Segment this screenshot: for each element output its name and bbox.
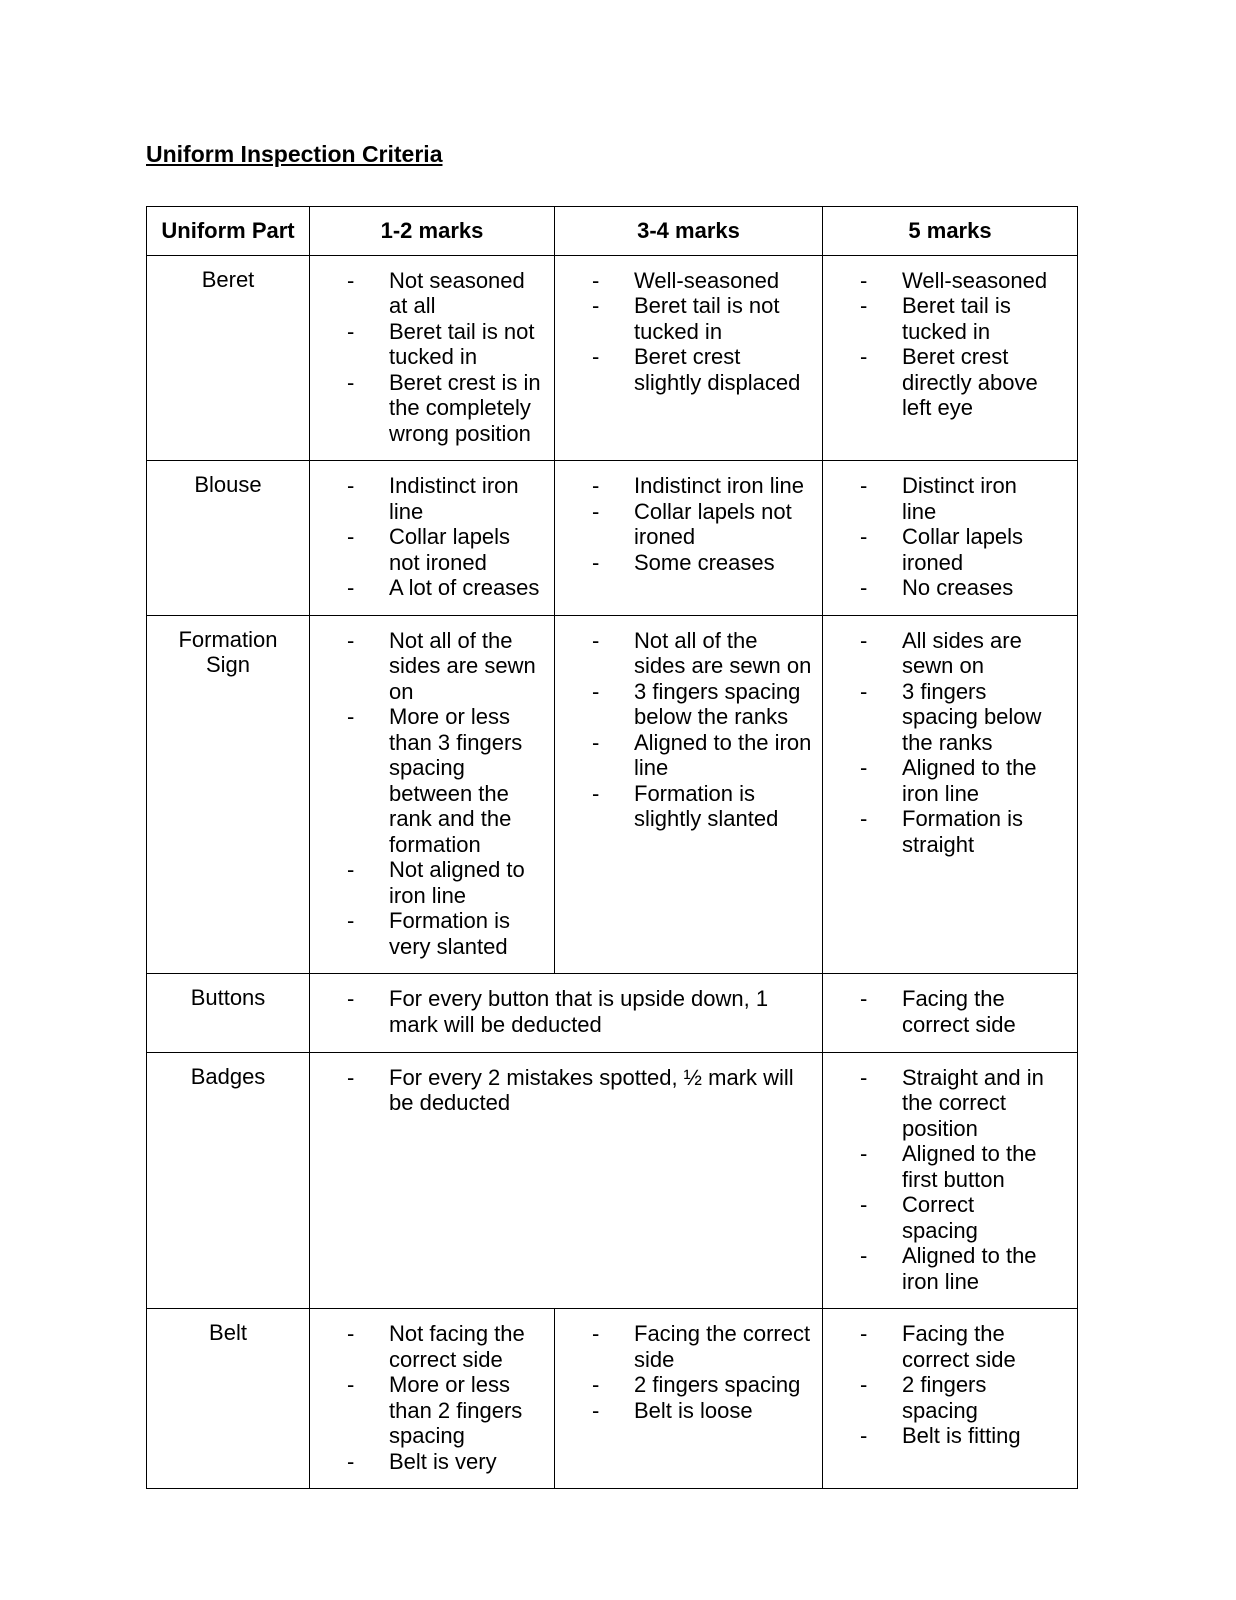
table-header-row	[147, 206, 1078, 255]
criteria-cell	[823, 255, 1078, 461]
criteria-cell	[310, 461, 555, 616]
criteria-cell	[555, 615, 823, 974]
criteria-item: - Aligned to the iron line	[902, 755, 1056, 806]
criteria-list	[311, 257, 553, 460]
criteria-cell	[823, 461, 1078, 616]
criteria-item: - Beret crest directly above left eye	[902, 344, 1056, 421]
criteria-list	[311, 1054, 821, 1129]
criteria-item: - More or less than 3 fingers spacing between the rank and the formation	[389, 704, 545, 857]
criteria-list	[824, 1310, 1076, 1462]
header-uniform-part: Uniform Part	[147, 206, 310, 255]
criteria-item: - Belt is loose	[634, 1398, 813, 1424]
criteria-item: - No creases	[902, 575, 1056, 601]
criteria-cell	[823, 974, 1078, 1052]
header-3-4-marks: 3-4 marks	[555, 206, 823, 255]
table-row-buttons	[147, 974, 1078, 1052]
criteria-item: - Aligned to the first button	[902, 1141, 1056, 1192]
part-cell: Formation Sign	[147, 615, 310, 974]
inspection-criteria-table	[146, 206, 1078, 1490]
criteria-item: - Not aligned to iron line	[389, 857, 545, 908]
criteria-list	[556, 257, 821, 409]
criteria-item: - Not seasoned at all	[389, 268, 545, 319]
criteria-list	[824, 975, 1076, 1050]
criteria-item: - Formation is very slanted	[389, 908, 545, 959]
criteria-item: - Some creases	[634, 550, 813, 576]
criteria-cell	[310, 615, 555, 974]
criteria-item: - For every 2 mistakes spotted, ½ mark will be deducted	[389, 1065, 813, 1116]
criteria-item: - For every button that is upside down, 1 mark will be deducted	[389, 986, 813, 1037]
criteria-item: - Belt is very	[389, 1449, 545, 1475]
criteria-item: - Beret tail is not tucked in	[389, 319, 545, 370]
table-row-formation-sign	[147, 615, 1078, 974]
criteria-item: - Belt is fitting	[902, 1423, 1056, 1449]
criteria-item: - Straight and in the correct position	[902, 1065, 1056, 1142]
criteria-item: - Collar lapels ironed	[902, 524, 1056, 575]
criteria-item: - Beret crest slightly displaced	[634, 344, 813, 395]
criteria-item: - Formation is straight	[902, 806, 1056, 857]
part-cell: Beret	[147, 255, 310, 461]
criteria-list	[311, 617, 553, 973]
part-cell: Buttons	[147, 974, 310, 1052]
criteria-item: - 2 fingers spacing	[634, 1372, 813, 1398]
criteria-list	[556, 1310, 821, 1436]
part-cell: Badges	[147, 1052, 310, 1309]
criteria-list	[824, 1054, 1076, 1308]
criteria-cell	[823, 1309, 1078, 1489]
criteria-item: - 3 fingers spacing below the ranks	[634, 679, 813, 730]
criteria-item: - Collar lapels not ironed	[634, 499, 813, 550]
criteria-item: - Not all of the sides are sewn on	[389, 628, 545, 705]
criteria-list	[311, 975, 821, 1050]
criteria-cell	[555, 1309, 823, 1489]
table-row-blouse	[147, 461, 1078, 616]
criteria-list	[311, 1310, 553, 1487]
criteria-item: - Facing the correct side	[634, 1321, 813, 1372]
criteria-item: - A lot of creases	[389, 575, 545, 601]
criteria-item: - Not facing the correct side	[389, 1321, 545, 1372]
criteria-cell-merged	[310, 974, 823, 1052]
table-row-beret	[147, 255, 1078, 461]
table-row-badges	[147, 1052, 1078, 1309]
header-1-2-marks: 1-2 marks	[310, 206, 555, 255]
criteria-item: - Correct spacing	[902, 1192, 1056, 1243]
criteria-item: - More or less than 2 fingers spacing	[389, 1372, 545, 1449]
page-title: Uniform Inspection Criteria	[146, 141, 443, 167]
criteria-item: - Facing the correct side	[902, 986, 1056, 1037]
part-cell: Blouse	[147, 461, 310, 616]
criteria-item: - Beret tail is not tucked in	[634, 293, 813, 344]
criteria-cell	[310, 255, 555, 461]
criteria-list	[556, 462, 821, 588]
criteria-item: - Beret tail is tucked in	[902, 293, 1056, 344]
criteria-item: - Indistinct iron line	[634, 473, 813, 499]
criteria-cell	[555, 461, 823, 616]
criteria-item: - All sides are sewn on	[902, 628, 1056, 679]
criteria-item: - Formation is slightly slanted	[634, 781, 813, 832]
criteria-item: - Beret crest is in the completely wrong position	[389, 370, 545, 447]
criteria-item: - Well-seasoned	[634, 268, 813, 294]
part-cell: Belt	[147, 1309, 310, 1489]
criteria-item: - Facing the correct side	[902, 1321, 1056, 1372]
criteria-item: - Collar lapels not ironed	[389, 524, 545, 575]
criteria-item: - Well-seasoned	[902, 268, 1056, 294]
criteria-list	[824, 462, 1076, 614]
criteria-item: - Not all of the sides are sewn on	[634, 628, 813, 679]
criteria-item: - Indistinct iron line	[389, 473, 545, 524]
criteria-cell-merged	[310, 1052, 823, 1309]
criteria-item: - Distinct iron line	[902, 473, 1056, 524]
criteria-cell	[823, 615, 1078, 974]
criteria-item: - Aligned to the iron line	[902, 1243, 1056, 1294]
criteria-list	[824, 617, 1076, 871]
criteria-cell	[310, 1309, 555, 1489]
criteria-item: - 2 fingers spacing	[902, 1372, 1056, 1423]
criteria-item: - Aligned to the iron line	[634, 730, 813, 781]
criteria-list	[311, 462, 553, 614]
table-row-belt	[147, 1309, 1078, 1489]
criteria-list	[556, 617, 821, 845]
criteria-list	[824, 257, 1076, 434]
header-5-marks: 5 marks	[823, 206, 1078, 255]
criteria-cell	[823, 1052, 1078, 1309]
criteria-item: - 3 fingers spacing below the ranks	[902, 679, 1056, 756]
criteria-cell	[555, 255, 823, 461]
